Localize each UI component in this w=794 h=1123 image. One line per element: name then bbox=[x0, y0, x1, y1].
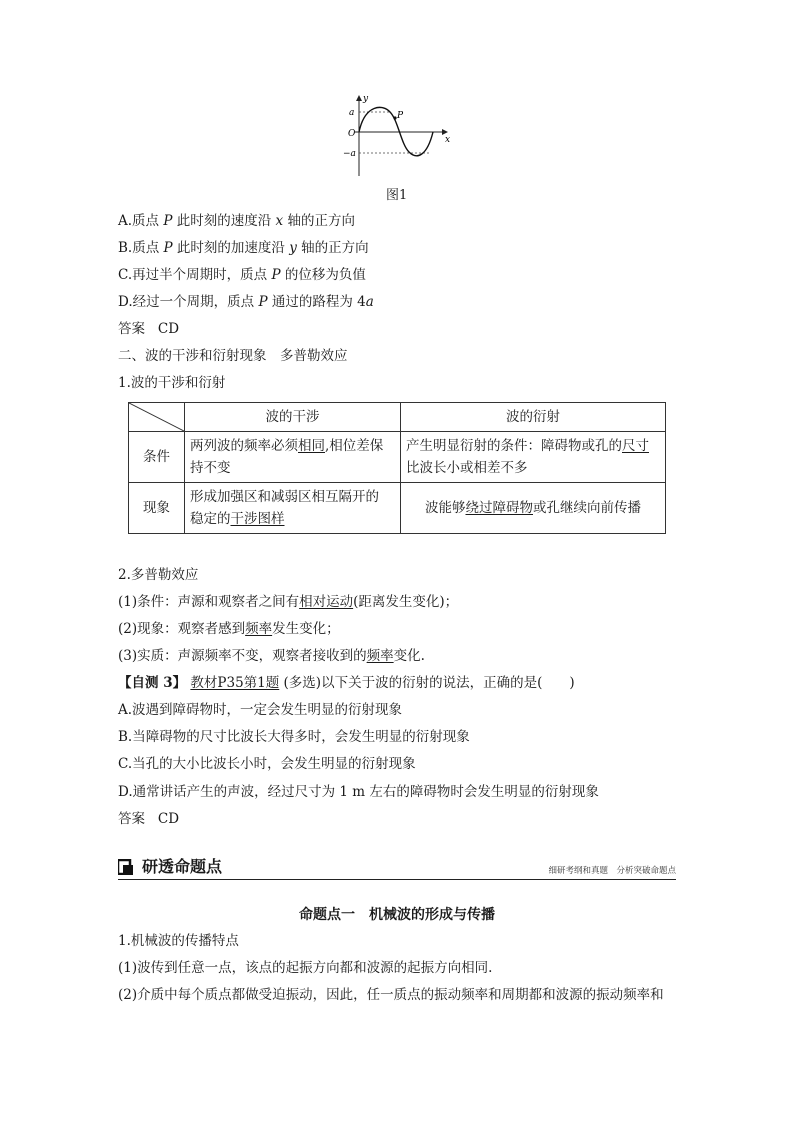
section-heading: 二、波的干涉和衍射现象 多普勒效应 bbox=[118, 348, 348, 364]
q2-option-b: B.当障碍物的尺寸比波长大得多时，会发生明显的衍射现象 bbox=[118, 729, 470, 745]
topic-point-2: (2)介质中每个质点都做受迫振动，因此，任一质点的振动频率和周期都和波源的振动频率和 bbox=[118, 987, 664, 1003]
section-rule bbox=[118, 879, 676, 880]
doppler-essence: (3)实质：声源频率不变，观察者接收到的频率变化. bbox=[118, 648, 425, 664]
x-axis-label: x bbox=[445, 135, 451, 145]
q2-option-d: D.通常讲话产生的声波，经过尺寸为 1 m 左右的障碍物时会发生明显的衍射现象 bbox=[118, 784, 599, 800]
q2-option-a: A.波遇到障碍物时，一定会发生明显的衍射现象 bbox=[118, 702, 403, 718]
figure-caption: 图1 bbox=[386, 188, 408, 203]
y-axis-label: y bbox=[363, 94, 369, 104]
subheading-doppler: 2.多普勒效应 bbox=[118, 567, 199, 583]
subheading-interference: 1.波的干涉和衍射 bbox=[118, 375, 226, 391]
option-b: B.质点 P 此时刻的加速度沿 y 轴的正方向 bbox=[118, 240, 369, 256]
q2-option-c: C.当孔的大小比波长小时，会发生明显的衍射现象 bbox=[118, 756, 416, 772]
cell-interference-condition: 两列波的频率必须相同,相位差保 持不变 bbox=[185, 432, 401, 483]
neg-a-label: −a bbox=[343, 149, 356, 159]
col-header-interference: 波的干涉 bbox=[185, 403, 401, 432]
interference-diffraction-table bbox=[128, 402, 666, 534]
self-test-tag: 【自测 3】 bbox=[118, 675, 187, 691]
option-a: A.质点 P 此时刻的速度沿 x 轴的正方向 bbox=[118, 213, 355, 229]
option-c: C.再过半个周期时，质点 P 的位移为负值 bbox=[118, 267, 366, 283]
col-header-diffraction: 波的衍射 bbox=[401, 403, 666, 432]
answer-1: 答案 CD bbox=[118, 321, 180, 337]
cell-interference-phenomenon: 形成加强区和减弱区相互隔开的 稳定的干涉图样 bbox=[185, 483, 401, 534]
doppler-phenomenon: (2)现象：观察者感到频率发生变化； bbox=[118, 621, 340, 637]
textbook-source: 教材P35第1题 bbox=[190, 675, 280, 691]
p-label: P bbox=[397, 111, 404, 121]
self-test-3-stem: 【自测 3】 教材P35第1题 (多选)以下关于波的衍射的说法，正确的是( ) bbox=[118, 675, 575, 691]
origin-label: O bbox=[348, 129, 356, 139]
table-corner bbox=[129, 403, 185, 432]
section-subtitle: 细研考纲和真题 分析突破命题点 bbox=[548, 866, 676, 876]
doppler-condition: (1)条件：声源和观察者之间有相对运动(距离发生变化)； bbox=[118, 594, 459, 610]
wave-figure bbox=[335, 92, 460, 178]
answer-2: 答案 CD bbox=[118, 811, 180, 827]
section-bar bbox=[118, 856, 676, 880]
topic-subheading: 1.机械波的传播特点 bbox=[118, 933, 239, 949]
cell-diffraction-condition: 产生明显衍射的条件：障碍物或孔的尺寸 比波长小或相差不多 bbox=[401, 432, 666, 483]
topic-point-1: (1)波传到任意一点，该点的起振方向都和波源的起振方向相同. bbox=[118, 960, 493, 976]
cell-diffraction-phenomenon: 波能够绕过障碍物或孔继续向前传播 bbox=[401, 483, 666, 534]
topic-title: 命题点一 机械波的形成与传播 bbox=[299, 907, 495, 923]
a-label: a bbox=[349, 108, 355, 118]
row-label-phenomenon: 现象 bbox=[129, 483, 185, 534]
section-icon bbox=[118, 859, 134, 875]
section-title: 研透命题点 bbox=[142, 857, 223, 876]
option-d: D.经过一个周期，质点 P 通过的路程为 4a bbox=[118, 294, 374, 310]
row-label-condition: 条件 bbox=[129, 432, 185, 483]
